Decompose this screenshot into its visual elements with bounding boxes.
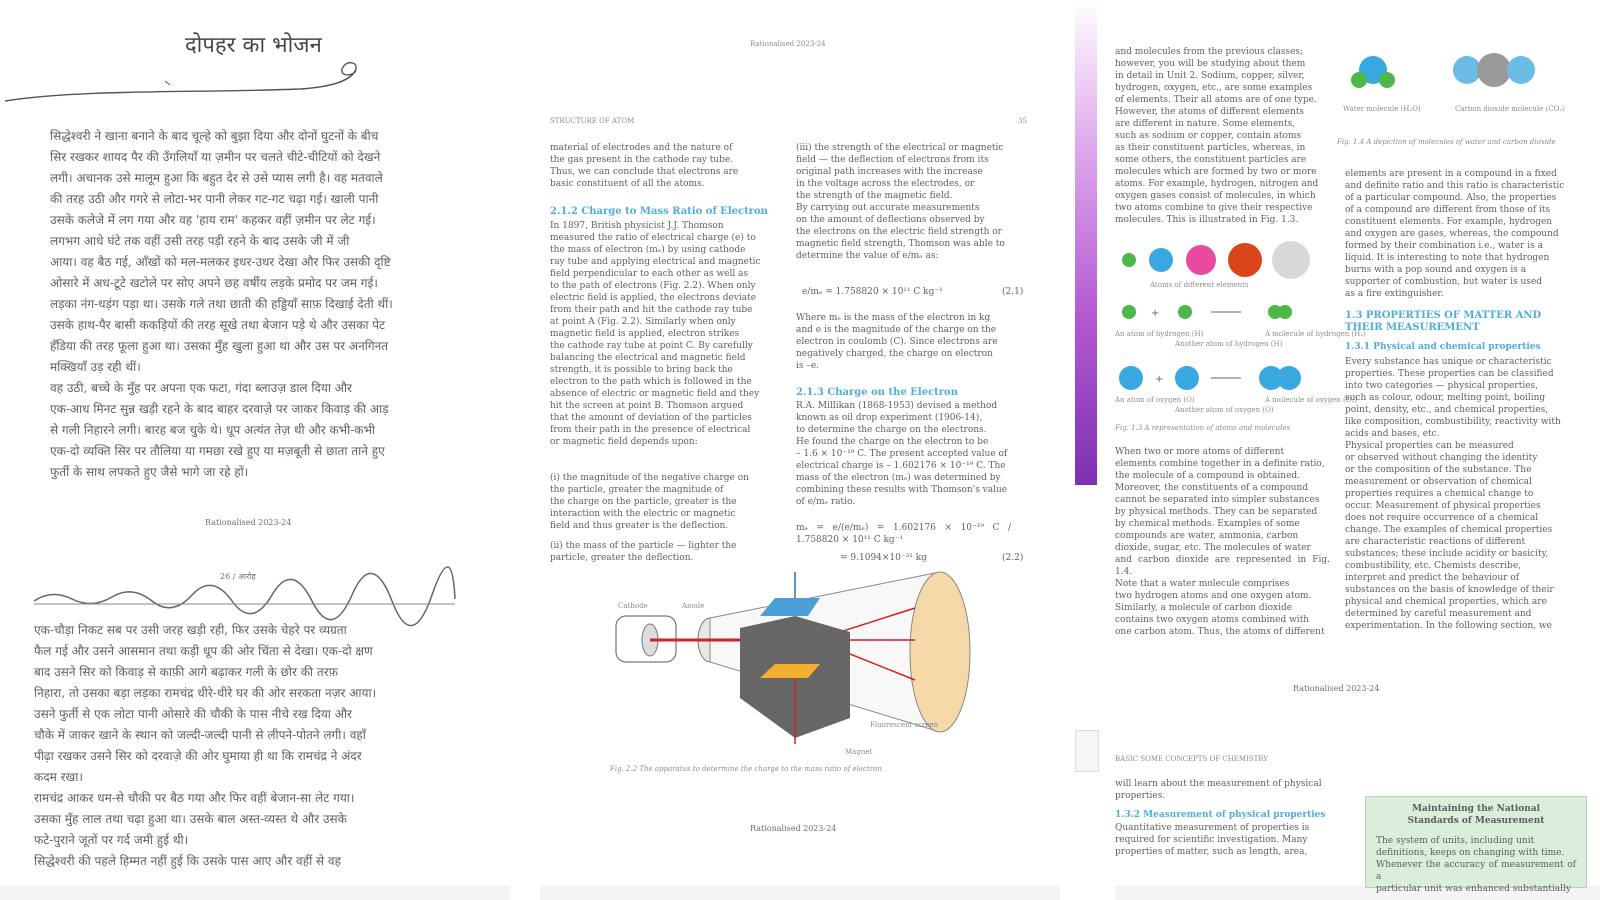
text-block: When two or more atoms of different elements combine together in a definite ratio, the molecule of a compound is obtained. Moreover, the constituents of a compound cannot be separated into simpler substances by physical methods. They can be separated by chemical methods. Examples of some compounds are water, ammonia, carbon dioxide, sugar, etc. The molecules of water and carbon dioxide are represented in Fig. 1.4. Note that a water molecule comprises two hydrogen atoms and one oxygen atom. Similarly, a molecule of carbon dioxide contains two oxygen atoms combined with one carbon atom. Thus, the atoms of different bbox=[1115, 447, 1330, 637]
list-item: (i) the magnitude of the negative charge on the particle, greater the magnitude of the charge on the particle, greater is the interaction with the electric or magnetic field and thus greater is the deflection. bbox=[550, 473, 749, 531]
svg-text:+: + bbox=[1151, 308, 1160, 319]
figure-label: A molecule of oxygen (O₂) bbox=[1265, 396, 1358, 404]
molecule-figure bbox=[1339, 50, 1539, 100]
equation-number: (2.1) bbox=[1002, 287, 1024, 297]
figure-label: Carbon dioxide molecule (CO₂) bbox=[1455, 105, 1565, 113]
figure-caption: Atoms of different elements bbox=[1150, 281, 1249, 289]
figure-label: An atom of oxygen (O) bbox=[1115, 396, 1195, 404]
left-page bbox=[0, 0, 520, 900]
section-header: STRUCTURE OF ATOM bbox=[550, 117, 635, 125]
list-item: (ii) the mass of the particle — lighter the particle, greater the deflection. bbox=[550, 541, 737, 563]
equation-number: (2.2) bbox=[1002, 553, 1024, 563]
page-divider-icon bbox=[32, 585, 457, 609]
page-edge bbox=[0, 886, 510, 900]
text-block: Every substance has unique or characteristic properties. These properties can be classified into two categories — physical properties, such as colour, odour, melting point, boiling point, density, etc., and chemical properties, like composition, combustibility, reactivity with acids and bases, etc. Physical properties can be measured or observed without changing the identity or the composition of the substance. The measurement or observation of chemical properties requires a chemical change to occur. Measurement of physical properties does not require occurrence of a chemical change. The examples of chemical properties are characteristic reactions of different substances; these include acidity or basicity, combustibility, etc. Chemists describe, interpret and predict the behaviour of substances on the basis of knowledge of their physical and chemical properties, which are determined by careful measurement and experimentation. In the following section, we bbox=[1345, 357, 1561, 631]
figure-label: Water molecule (H₂O) bbox=[1343, 105, 1421, 113]
figure-label: Another atom of oxygen (O) bbox=[1175, 406, 1274, 414]
right-page bbox=[1115, 0, 1600, 900]
figure-label: Fluorescent screen bbox=[870, 721, 939, 729]
info-box-title: Maintaining the National Standards of Measurement bbox=[1407, 804, 1545, 826]
text-block: In 1897, British physicist J.J. Thomson measured the ratio of electrical charge (e) to the mass of electron (mₑ) by using cathode ray tube and applying electrical and magnetic field perpendicular to each other as well as to the path of electrons (Fig. 2.2). When only electric field is applied, the electrons deviate from their path and hit the cathode ray tube at point A (Fig. 2.2). Similarly when only magnetic field is applied, electron strikes the cathode ray tube at point C. By carefully balancing the electrical and magnetic field strength, it is possible to bring back the electron to the path which is followed in the absence of electric or magnetic field and they hit the screen at point B. Thomson argued that the amount of deviation of the particles from their path in the presence of electrical or magnetic field depends upon: bbox=[550, 221, 761, 447]
running-header: Rationalised 2023-24 bbox=[750, 40, 826, 48]
info-box-text: The system of units, including unit definitions, keeps on changing with time. Whenever the accuracy of measurement of a particular unit was enhanced substantially bbox=[1376, 836, 1576, 894]
figure-caption: Fig. 1.4 A depiction of molecules of water and carbon dioxide bbox=[1337, 138, 1556, 146]
info-box bbox=[1365, 796, 1587, 894]
equation: = 9.1094×10⁻³¹ kg bbox=[840, 553, 927, 563]
figure-label: Another atom of hydrogen (H) bbox=[1175, 340, 1283, 348]
figure-label: Anode bbox=[682, 602, 705, 610]
text-block: material of electrodes and the nature of the gas present in the cathode ray tube. Thus, we can conclude that electrons are basic constituent of all the atoms. bbox=[550, 143, 739, 189]
text-block: एक-चौड़ा निकट सब पर उसी जरह खड़ी रही, फिर उसके चेहरे पर व्यग्रता फैल गई और उसने आसमान तथा कड़ी धूप की ओर चिंता से देखा। एक-दो क्षण बाद उसने सिर को किवाड़ से काफ़ी आगे बढ़ाकर गली के छोर की तरफ़ निहारा, तो उसका बड़ा लड़का रामचंद्र धीरे-धीरे घर की ओर सरकता नज़र आया। उसने फुर्ती से एक लोटा पानी ओसारे की चौकी के पास नीचे रख दिया और चौके में जाकर खाने के स्थान को जल्दी-जल्दी पानी से लीपने-पोतने लगी। वहाँ पीढ़ा रखकर उसने सिर को दरवाज़े की ओर घुमाया ही था कि रामचंद्र ने अंदर कदम रखा। रामचंद्र आकर धम-से चौकी पर बैठ गया और फिर वहीं बेजान-सा लेट गया। उसका मुँह लाल तथा चढ़ा हुआ था। उसके बाल अस्त-व्यस्त थे और उसके फटे-पुराने जूतों पर गर्द जमी हुई थी। सिद्धेश्वरी की पहले हिम्मत नहीं हुई कि उसके पास आए और वहीं से वह bbox=[34, 623, 377, 868]
figure-label: Magnet bbox=[845, 748, 873, 756]
svg-text:+: + bbox=[1155, 374, 1164, 385]
page-flourish-icon bbox=[0, 45, 380, 115]
section-heading: 2.1.2 Charge to Mass Ratio of Electron bbox=[550, 206, 768, 217]
atoms-figure bbox=[1115, 240, 1335, 410]
page-footer: Rationalised 2023-24 bbox=[205, 518, 292, 527]
text-block: elements are present in a compound in a fixed and definite ratio and this ratio is characteristic of a particular compound. Also, the properties of a compound are different from those of its constituent elements. For example, hydrogen and oxygen are gases, whereas, the compound formed by their combination i.e., water is a liquid. It is interesting to note that hydrogen burns with a pop sound and oxygen is a supporter of combustion, but water is used as a fire extinguisher. bbox=[1345, 169, 1565, 299]
text-block: Quantitative measurement of properties is required for scientific investigation. Many properties of matter, such as length, area, bbox=[1115, 823, 1310, 857]
text-block: सिद्धेश्वरी ने खाना बनाने के बाद चूल्हे को बुझा दिया और दोनों घुटनों के बीच सिर रखकर शायद पैर की उँगलियाँ या ज़मीन पर चलते चीटे-चीटियों को देखने लगी। अचानक उसे मालूम हुआ कि बहुत देर से उसे प्यास लगी है। वह मतवाले की तरह उठी और गगरे से लोटा-भर पानी लेकर गट-गट चढ़ा गई। खाली पानी उसके कलेजे में लग गया और वह 'हाय राम' कहकर वहीं ज़मीन पर लेट गई। लगभग आधे घंटे तक वहीं उसी तरह पड़ी रहने के बाद उसके जी में जी आया। वह बैठ गई, आँखों को मल-मलकर इधर-उधर देखा और फिर उसकी दृष्टि ओसारे में अध-टूटे खटोले पर सोए अपने छह वर्षीय लड़के प्रमोद पर जम गई। लड़का नंग-धड़ंग पड़ा था। उसके गले तथा छाती की हड्डियाँ साफ़ दिखाई देती थीं। उसके हाथ-पैर बासी ककड़ियों की तरह सूखे तथा बेजान पड़े थे और उसका पेट हँडिया की तरह फूला हुआ था। उसका मुँह खुला हुआ था और उस पर अनगिनत मक्खियाँ उड़ रही थीं। वह उठी, बच्चे के मुँह पर अपना एक फटा, गंदा ब्लाउज़ डाल दिया और एक-आध मिनट सुन्न खड़ी रहने के बाद बाहर दरवाज़े पर जाकर किवाड़ की आड़ से गली निहारने लगी। बारह बज चुके थे। धूप अत्यंत तेज़ थी और कभी-कभी एक-दो व्यक्ति सिर पर तौलिया या गमछा रखे हुए या मज़बूती से छाता ताने हुए फुर्ती के साथ लपकते हुए जैसे भागे जा रहे हों। bbox=[50, 129, 393, 479]
page-footer: Rationalised 2023-24 bbox=[1293, 684, 1380, 693]
figure-caption: Fig. 1.3 A representation of atoms and molecules bbox=[1115, 424, 1291, 432]
section-header: BASIC SOME CONCEPTS OF CHEMISTRY bbox=[1115, 755, 1268, 763]
middle-page bbox=[540, 0, 1060, 900]
section-heading: 1.3 PROPERTIES OF MATTER AND THEIR MEASUREMENT bbox=[1345, 310, 1542, 333]
figure-caption: Fig. 2.2 The apparatus to determine the charge to the mass ratio of electron bbox=[610, 765, 882, 773]
figure-label: An atom of hydrogen (H) bbox=[1115, 330, 1204, 338]
figure-label: Cathode bbox=[618, 602, 648, 610]
section-heading: 1.3.1 Physical and chemical properties bbox=[1345, 342, 1541, 352]
figure-label: A molecule of hydrogen (H₂) bbox=[1265, 330, 1366, 338]
page-edge bbox=[540, 886, 1060, 900]
text-block: R.A. Millikan (1868-1953) devised a method known as oil drop experiment (1906-14), to determine the charge on the electrons. He found the charge on the electron to be – 1.6 × 10⁻¹⁹ C. The present accepted value of electrical charge is – 1.602176 × 10⁻¹⁹ C. The mass of the electron (mₑ) was determined by combining these results with Thomson's value of e/mₑ ratio. bbox=[796, 401, 1008, 507]
scrollbar-thumb[interactable] bbox=[1075, 730, 1099, 772]
text-block: Where mₑ is the mass of the electron in kg and e is the magnitude of the charge on the electron in coulomb (C). Since electrons are negatively charged, the charge on electron is –e. bbox=[796, 313, 998, 371]
page-number: 35 bbox=[1018, 117, 1027, 125]
text-block: will learn about the measurement of physical properties. bbox=[1115, 779, 1322, 801]
equation: e/mₑ = 1.758820 × 10¹¹ C kg⁻¹ bbox=[802, 287, 943, 297]
equation: mₑ = e/(e/mₑ) = 1.602176 × 10⁻¹⁹ C / 1.758820 × 10¹¹ C kg⁻¹ bbox=[796, 523, 1011, 545]
page-footer: Rationalised 2023-24 bbox=[750, 824, 837, 833]
text-block: and molecules from the previous classes; however, you will be studying about them in detail in Unit 2. Sodium, copper, silver, hydrogen, oxygen, etc., are some examples of elements. Their all atoms are of one type. However, the atoms of different elements are different in nature. Some elements, such as sodium or copper, contain atoms as their constituent particles, whereas, in some others, the constituent particles are molecules which are formed by two or more atoms. For example, hydrogen, nitrogen and oxygen gases consist of molecules, in which two atoms combine to give their respective molecules. This is illustrated in Fig. 1.3. bbox=[1115, 47, 1319, 225]
scrollbar-track[interactable] bbox=[1075, 0, 1097, 485]
page-title: दोपहर का भोजन bbox=[185, 33, 322, 58]
text-block: (iii) the strength of the electrical or magnetic field — the deflection of electrons from its original path increases with the increase in the voltage across the electrodes, or the strength of the magnetic field. By carrying out accurate measurements on the amount of deflections observed by the electrons on the electric field strength or magnetic field strength, Thomson was able to determine the value of e/mₑ as: bbox=[796, 143, 1005, 261]
page-number: 26 / आरोह bbox=[220, 572, 256, 581]
section-heading: 2.1.3 Charge on the Electron bbox=[796, 387, 958, 398]
section-heading: 1.3.2 Measurement of physical properties bbox=[1115, 810, 1326, 820]
